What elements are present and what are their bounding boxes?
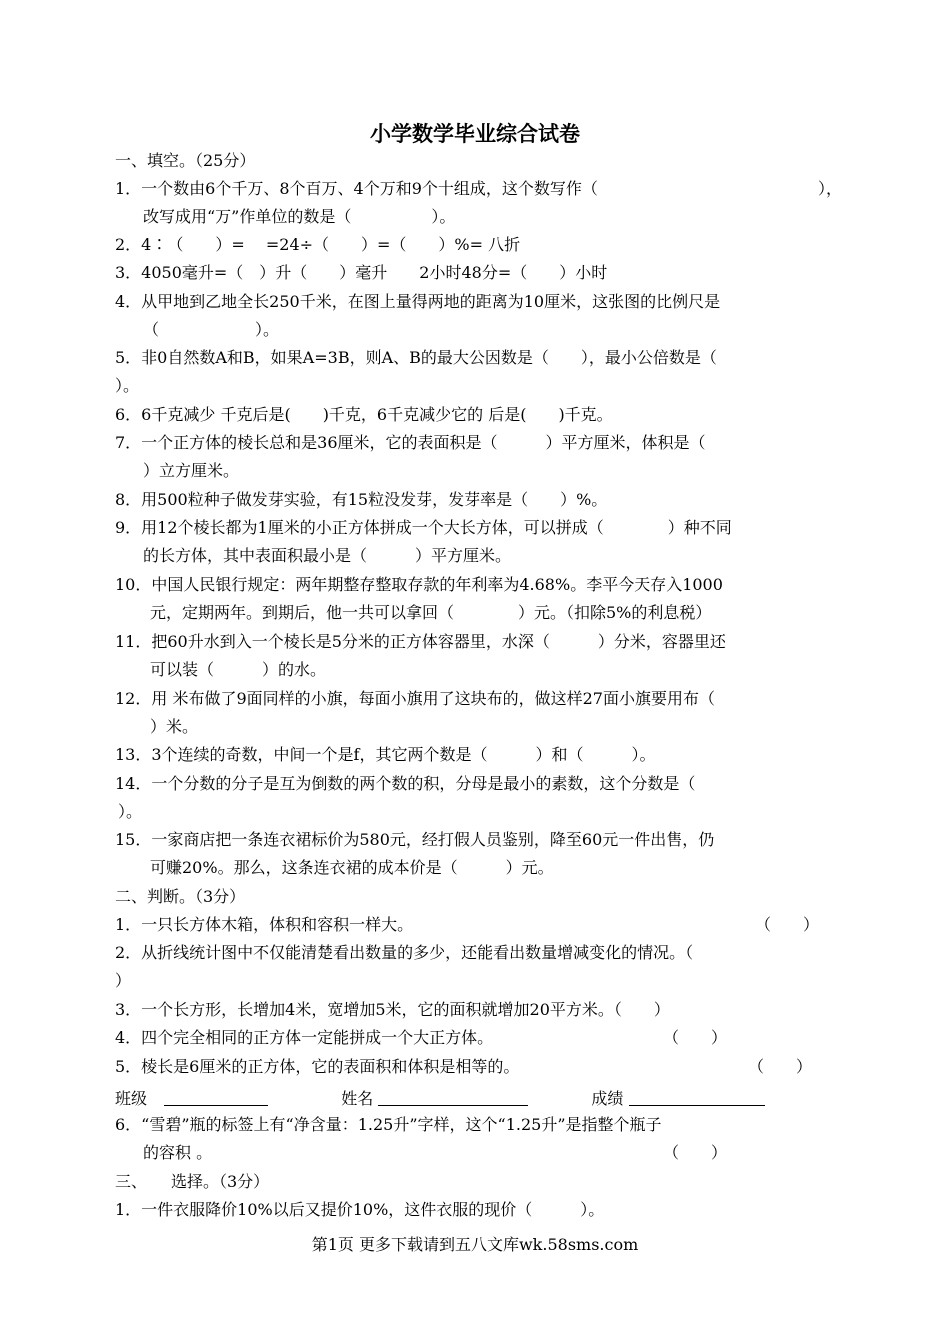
question-8: 8．用500粒种子做发芽实验，有15粒没发芽，发芽率是（ ）%。 xyxy=(115,490,608,509)
question-10-line1: 10．中国人民银行规定：两年期整存整取存款的年利率为4.68%。李平今天存入1000 xyxy=(115,575,723,594)
question-5-line2: ）。 xyxy=(115,376,140,395)
score-label: 成绩 xyxy=(591,1089,624,1108)
question-4-line1: 4．从甲地到乙地全长250千米，在图上量得两地的距离为10厘米，这张图的比例尺是 xyxy=(115,292,721,311)
class-field[interactable] xyxy=(164,1089,268,1106)
judge-6-mark: （ ） xyxy=(663,1143,728,1162)
question-7-line2: ）立方厘米。 xyxy=(143,461,240,480)
judge-4: 4．四个完全相同的正方体一定能拼成一个大正方体。 xyxy=(115,1028,494,1047)
question-1-line1: 1．一个数由6个千万、8个百万、4个万和9个十组成，这个数写作（ xyxy=(115,179,598,198)
judge-5: 5．棱长是6厘米的正方体，它的表面积和体积是相等的。 xyxy=(115,1057,520,1076)
page-title: 小学数学毕业综合试卷 xyxy=(370,121,580,146)
judge-5-mark: （ ） xyxy=(748,1057,813,1076)
name-field[interactable] xyxy=(378,1089,528,1106)
question-7-line1: 7．一个正方体的棱长总和是36厘米，它的表面积是（ ）平方厘米，体积是（ xyxy=(115,433,706,452)
question-2: 2．4∶（ ）= =24÷（ ）=（ ）%= 八折 xyxy=(115,235,521,254)
question-15-line2: 可赚20%。那么，这条连衣裙的成本价是（ ）元。 xyxy=(150,858,554,877)
question-12-line2: ）米。 xyxy=(150,717,199,736)
judge-6-line1: 6．“雪碧”瓶的标签上有“净含量：1.25升”字样，这个“1.25升”是指整个瓶子 xyxy=(115,1115,662,1134)
question-1-line2: 改写成用“万”作单位的数是（ ）。 xyxy=(143,207,456,226)
judge-1: 1．一只长方体木箱，体积和容积一样大。 xyxy=(115,915,414,934)
question-14-line2: ）。 xyxy=(118,802,143,821)
question-4-line2: （ ）。 xyxy=(143,320,280,339)
judge-2-line2: ） xyxy=(115,971,132,990)
student-info-row xyxy=(115,1088,765,1110)
section1-heading: 一、填空。（25分） xyxy=(115,151,256,170)
class-label: 班级 xyxy=(115,1089,148,1108)
question-11-line2: 可以装（ ）的水。 xyxy=(150,660,327,679)
score-field[interactable] xyxy=(629,1089,765,1106)
question-13: 13．3个连续的奇数，中间一个是f，其它两个数是（ ）和（ ）。 xyxy=(115,745,656,764)
question-3: 3．4050毫升=（ ）升（ ）毫升 2小时48分=（ ）小时 xyxy=(115,263,608,282)
choice-1: 1．一件衣服降价10%以后又提价10%，这件衣服的现价（ ）。 xyxy=(115,1200,605,1219)
question-12-line1: 12．用 米布做了9面同样的小旗，每面小旗用了这块布的，做这样27面小旗要用布（ xyxy=(115,689,715,708)
question-9-line1: 9．用12个棱长都为1厘米的小正方体拼成一个大长方体，可以拼成（ ）种不同 xyxy=(115,518,732,537)
section2-heading: 二、判断。（3分） xyxy=(115,887,246,906)
question-14-line1: 14．一个分数的分子是互为倒数的两个数的积，分母是最小的素数，这个分数是（ xyxy=(115,774,696,793)
judge-6-line2: 的容积 。 xyxy=(143,1143,213,1162)
question-15-line1: 15．一家商店把一条连衣裙标价为580元，经打假人员鉴别，降至60元一件出售，仍 xyxy=(115,830,715,849)
question-9-line2: 的长方体，其中表面积最小是（ ）平方厘米。 xyxy=(143,546,512,565)
judge-1-mark: （ ） xyxy=(755,915,820,934)
question-10-line2: 元，定期两年。到期后，他一共可以拿回（ ）元。（扣除5%的利息税） xyxy=(150,603,712,622)
question-1-line1-end: ）， xyxy=(818,179,843,198)
judge-4-mark: （ ） xyxy=(663,1028,728,1047)
judge-2-line1: 2．从折线统计图中不仅能清楚看出数量的多少，还能看出数量增减变化的情况。（ xyxy=(115,943,694,962)
judge-3: 3．一个长方形，长增加4米，宽增加5米，它的面积就增加20平方米。（ ） xyxy=(115,1000,670,1019)
name-label: 姓名 xyxy=(341,1089,374,1108)
question-6: 6．6千克减少 千克后是( )千克，6千克减少它的 后是( )千克。 xyxy=(115,405,613,424)
page-footer: 第1页 更多下载请到五八文库wk.58sms.com xyxy=(311,1235,639,1254)
section3-heading: 三、 选择。（3分） xyxy=(115,1172,270,1191)
question-11-line1: 11．把60升水到入一个棱长是5分米的正方体容器里，水深（ ）分米，容器里还 xyxy=(115,632,726,651)
question-5-line1: 5．非0自然数A和B，如果A=3B，则A、B的最大公因数是（ ），最小公倍数是（ xyxy=(115,348,717,367)
